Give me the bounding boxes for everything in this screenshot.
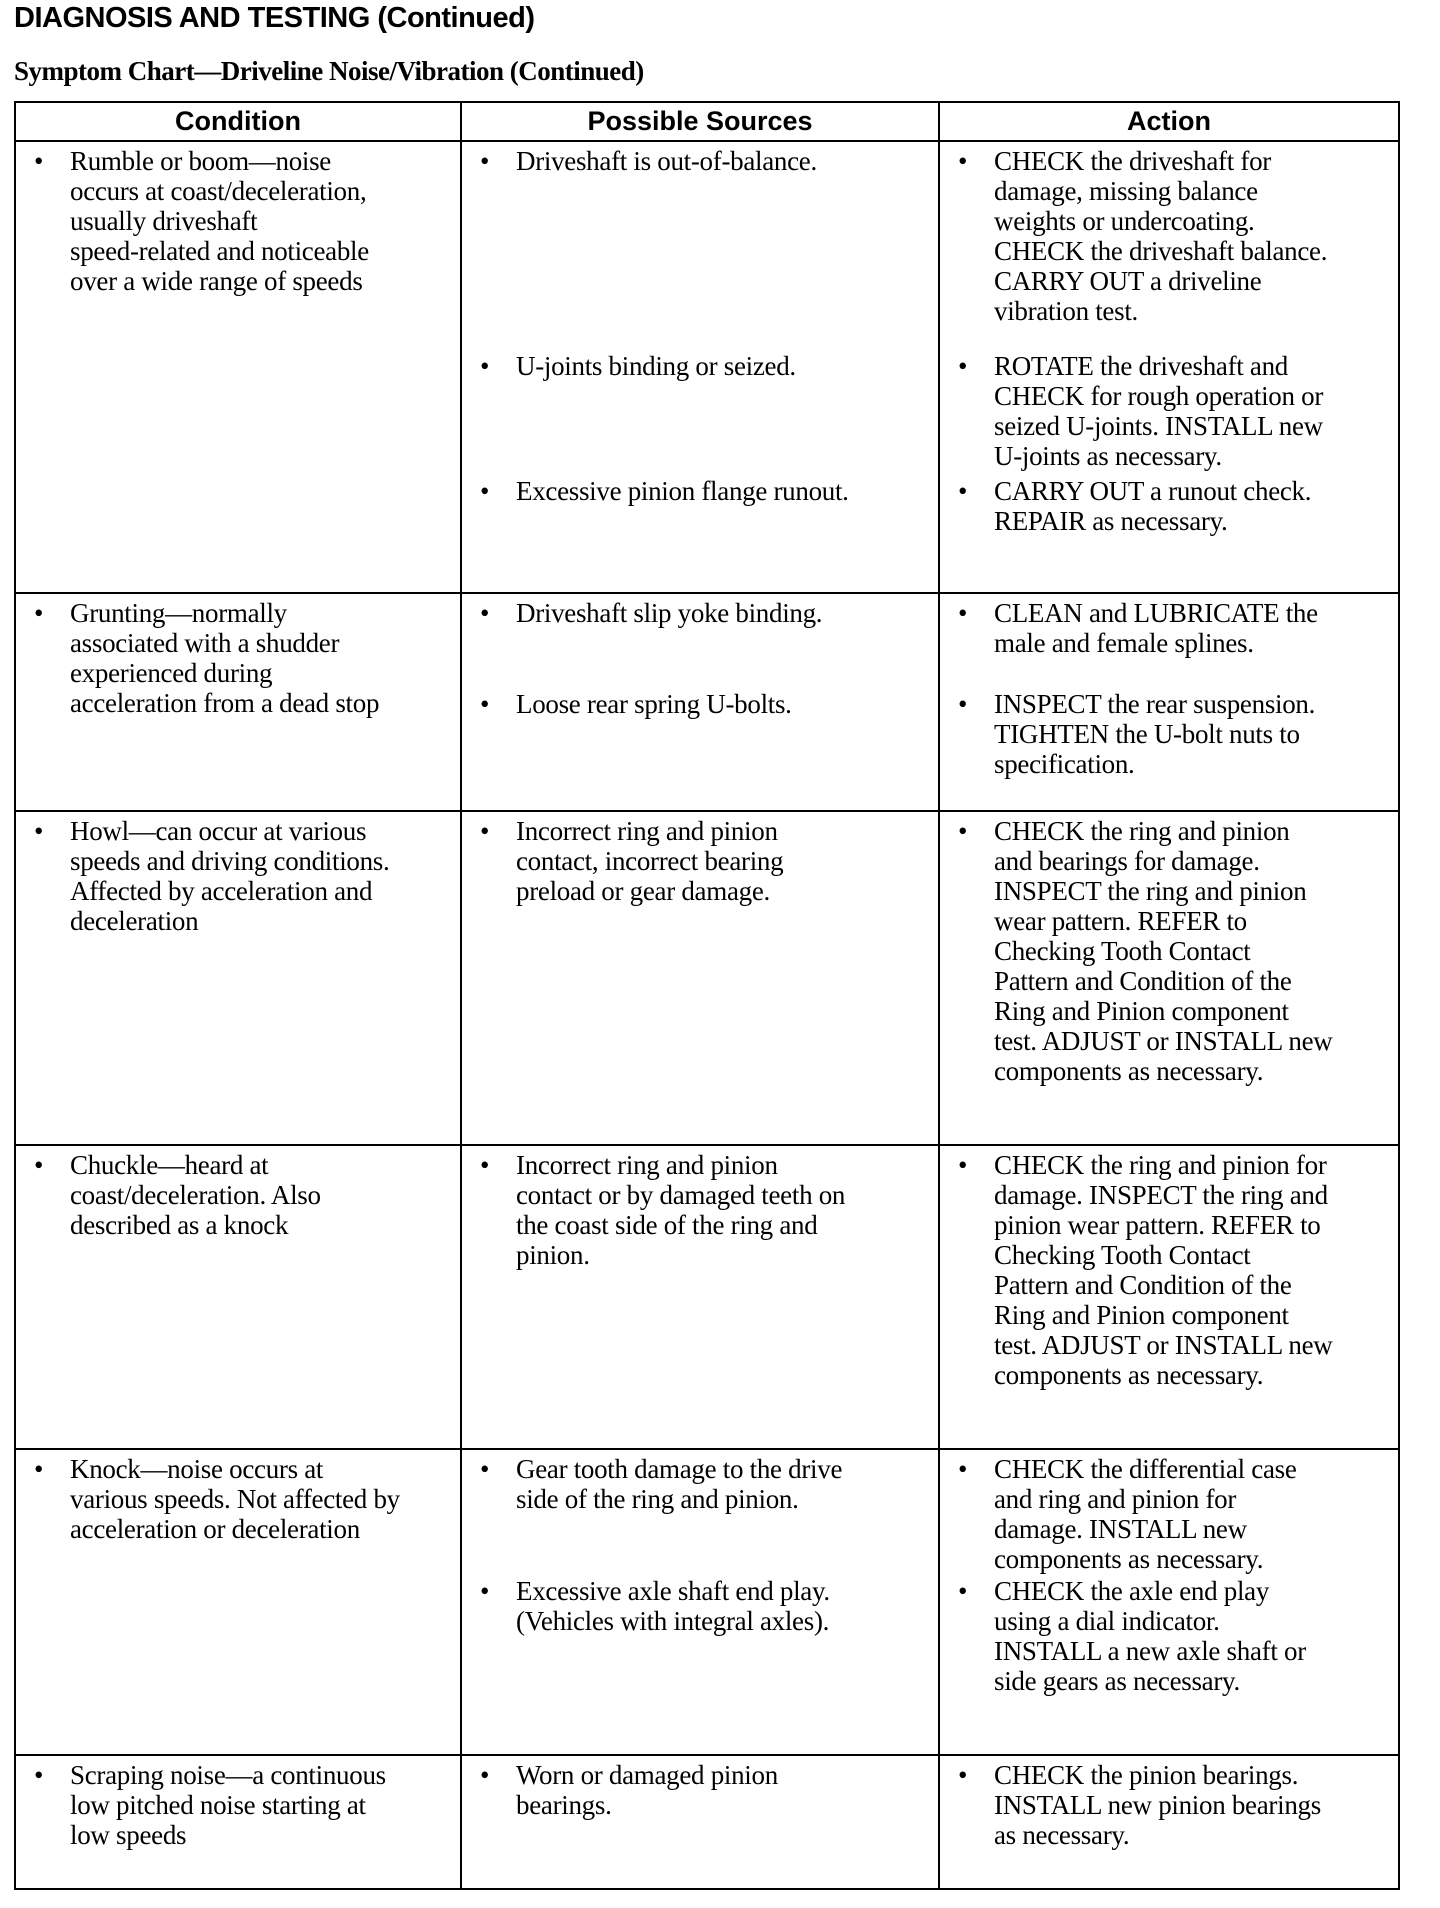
bullet-marker: • bbox=[958, 351, 968, 381]
condition-entry bbox=[20, 1454, 456, 1544]
possible-sources-cell bbox=[461, 593, 939, 811]
source-item bbox=[466, 598, 934, 689]
table-row bbox=[15, 811, 1399, 1145]
action-entry-text: CHECK the axle end play using a dial indicator. INSTALL a new axle shaft or side gears as necessary. bbox=[994, 1576, 1306, 1696]
action-entry bbox=[944, 146, 1394, 326]
source-entry bbox=[466, 1576, 934, 1636]
source-item bbox=[466, 351, 934, 476]
bullet-marker: • bbox=[34, 1760, 44, 1790]
condition-entry-text: Grunting—normally associated with a shudder experienced during acceleration from a dead stop bbox=[70, 598, 380, 718]
action-cell bbox=[939, 141, 1399, 593]
action-entry-text: CHECK the driveshaft for damage, missing balance weights or undercoating. CHECK the driveshaft balance. CARRY OUT a driveline vibration test. bbox=[994, 146, 1328, 326]
source-entry bbox=[466, 598, 934, 628]
condition-entry-text: Rumble or boom—noise occurs at coast/deceleration, usually driveshaft speed-related and noticeable over a wide range of speeds bbox=[70, 146, 369, 296]
bullet-marker: • bbox=[958, 1150, 968, 1180]
possible-sources-cell bbox=[461, 811, 939, 1145]
bullet-marker: • bbox=[958, 598, 968, 628]
bullet-marker: • bbox=[958, 1454, 968, 1484]
action-cell bbox=[939, 1449, 1399, 1755]
action-cell bbox=[939, 1755, 1399, 1889]
source-entry-text: Incorrect ring and pinion contact, incorrect bearing preload or gear damage. bbox=[516, 816, 784, 906]
condition-cell bbox=[15, 1145, 461, 1449]
source-entry-text: Driveshaft is out-of-balance. bbox=[516, 146, 817, 176]
bullet-marker: • bbox=[480, 1150, 490, 1180]
source-entry-text: Incorrect ring and pinion contact or by damaged teeth on the coast side of the ring and pinion. bbox=[516, 1150, 846, 1270]
source-entry-text: Excessive pinion flange runout. bbox=[516, 476, 849, 506]
condition-entry-text: Howl—can occur at various speeds and driving conditions. Affected by acceleration and deceleration bbox=[70, 816, 390, 936]
possible-sources-cell bbox=[461, 1755, 939, 1889]
source-entry bbox=[466, 1760, 934, 1820]
action-entry bbox=[944, 1454, 1394, 1574]
action-item bbox=[944, 816, 1394, 1086]
bullet-marker: • bbox=[34, 1454, 44, 1484]
source-entry bbox=[466, 816, 934, 906]
source-item bbox=[466, 1150, 934, 1270]
action-entry bbox=[944, 816, 1394, 1086]
possible-sources-cell bbox=[461, 1449, 939, 1755]
action-item bbox=[944, 1454, 1394, 1576]
condition-cell bbox=[15, 141, 461, 593]
action-entry-text: ROTATE the driveshaft and CHECK for rough operation or seized U-joints. INSTALL new U-joints as necessary. bbox=[994, 351, 1324, 471]
bullet-marker: • bbox=[34, 1150, 44, 1180]
action-item bbox=[944, 689, 1394, 779]
source-item bbox=[466, 1576, 934, 1636]
source-entry-text: Driveshaft slip yoke binding. bbox=[516, 598, 823, 628]
action-item bbox=[944, 598, 1394, 689]
condition-cell bbox=[15, 811, 461, 1145]
bullet-marker: • bbox=[480, 351, 490, 381]
action-item bbox=[944, 1576, 1394, 1696]
action-item bbox=[944, 1150, 1394, 1390]
bullet-marker: • bbox=[958, 476, 968, 506]
bullet-marker: • bbox=[480, 1576, 490, 1606]
source-entry bbox=[466, 689, 934, 719]
source-entry bbox=[466, 351, 934, 381]
source-entry-text: Worn or damaged pinion bearings. bbox=[516, 1760, 778, 1820]
table-row bbox=[15, 593, 1399, 811]
bullet-marker: • bbox=[958, 1760, 968, 1790]
bullet-marker: • bbox=[480, 1454, 490, 1484]
action-entry bbox=[944, 1576, 1394, 1696]
bullet-marker: • bbox=[34, 598, 44, 628]
table-row bbox=[15, 141, 1399, 593]
condition-entry-text: Scraping noise—a continuous low pitched noise starting at low speeds bbox=[70, 1760, 386, 1850]
action-cell bbox=[939, 1145, 1399, 1449]
table-row bbox=[15, 1145, 1399, 1449]
source-item bbox=[466, 1454, 934, 1576]
source-entry-text: Excessive axle shaft end play. (Vehicles with integral axles). bbox=[516, 1576, 830, 1636]
bullet-marker: • bbox=[958, 1576, 968, 1606]
action-entry-text: CHECK the differential case and ring and pinion for damage. INSTALL new components as necessary. bbox=[994, 1454, 1297, 1574]
chart-title: Symptom Chart—Driveline Noise/Vibration (Continued) bbox=[14, 56, 644, 86]
source-item bbox=[466, 816, 934, 906]
action-entry-text: CHECK the ring and pinion for damage. INSPECT the ring and pinion wear pattern. REFER to Checking Tooth Contact Pattern and Condition of the Ring and Pinion component test. ADJUST or INSTALL new components as necessary. bbox=[994, 1150, 1333, 1390]
action-entry bbox=[944, 476, 1394, 536]
table-row bbox=[15, 1755, 1399, 1889]
source-entry bbox=[466, 1454, 934, 1514]
source-entry bbox=[466, 476, 934, 506]
header-action: Action bbox=[939, 102, 1399, 141]
condition-entry bbox=[20, 816, 456, 936]
symptom-chart-table bbox=[14, 101, 1400, 1890]
action-entry-text: CHECK the ring and pinion and bearings for damage. INSPECT the ring and pinion wear pattern. REFER to Checking Tooth Contact Pattern and Condition of the Ring and Pinion component test. ADJUST or INSTALL new components as necessary. bbox=[994, 816, 1333, 1086]
header-row bbox=[15, 102, 1399, 141]
bullet-marker: • bbox=[480, 689, 490, 719]
source-entry bbox=[466, 146, 934, 176]
action-entry bbox=[944, 598, 1394, 658]
bullet-marker: • bbox=[958, 816, 968, 846]
action-entry bbox=[944, 351, 1394, 471]
condition-entry bbox=[20, 598, 456, 718]
bullet-marker: • bbox=[480, 1760, 490, 1790]
source-entry bbox=[466, 1150, 934, 1270]
bullet-marker: • bbox=[958, 146, 968, 176]
source-item bbox=[466, 1760, 934, 1820]
condition-entry bbox=[20, 1150, 456, 1240]
action-cell bbox=[939, 811, 1399, 1145]
action-cell bbox=[939, 593, 1399, 811]
source-item bbox=[466, 689, 934, 719]
bullet-marker: • bbox=[480, 598, 490, 628]
source-entry-text: Gear tooth damage to the drive side of the ring and pinion. bbox=[516, 1454, 843, 1514]
condition-cell bbox=[15, 1755, 461, 1889]
action-item bbox=[944, 1760, 1394, 1850]
table-row bbox=[15, 1449, 1399, 1755]
condition-entry bbox=[20, 1760, 456, 1850]
bullet-marker: • bbox=[34, 146, 44, 176]
action-entry bbox=[944, 1150, 1394, 1390]
bullet-marker: • bbox=[958, 689, 968, 719]
source-item bbox=[466, 476, 934, 506]
action-item bbox=[944, 476, 1394, 536]
action-item bbox=[944, 146, 1394, 351]
possible-sources-cell bbox=[461, 141, 939, 593]
source-item bbox=[466, 146, 934, 351]
header-possible-sources: Possible Sources bbox=[461, 102, 939, 141]
action-entry bbox=[944, 689, 1394, 779]
bullet-marker: • bbox=[34, 816, 44, 846]
bullet-marker: • bbox=[480, 146, 490, 176]
bullet-marker: • bbox=[480, 816, 490, 846]
source-entry-text: U-joints binding or seized. bbox=[516, 351, 796, 381]
condition-entry bbox=[20, 146, 456, 296]
action-entry-text: CARRY OUT a runout check. REPAIR as necessary. bbox=[994, 476, 1312, 536]
action-item bbox=[944, 351, 1394, 476]
condition-entry-text: Chuckle—heard at coast/deceleration. Also described as a knock bbox=[70, 1150, 321, 1240]
action-entry-text: CHECK the pinion bearings. INSTALL new pinion bearings as necessary. bbox=[994, 1760, 1321, 1850]
condition-entry-text: Knock—noise occurs at various speeds. Not affected by acceleration or deceleration bbox=[70, 1454, 400, 1544]
header-condition: Condition bbox=[15, 102, 461, 141]
condition-cell bbox=[15, 1449, 461, 1755]
action-entry-text: INSPECT the rear suspension. TIGHTEN the U-bolt nuts to specification. bbox=[994, 689, 1316, 779]
bullet-marker: • bbox=[480, 476, 490, 506]
condition-cell bbox=[15, 593, 461, 811]
source-entry-text: Loose rear spring U-bolts. bbox=[516, 689, 792, 719]
action-entry bbox=[944, 1760, 1394, 1850]
possible-sources-cell bbox=[461, 1145, 939, 1449]
page-heading: DIAGNOSIS AND TESTING (Continued) bbox=[14, 2, 535, 34]
action-entry-text: CLEAN and LUBRICATE the male and female splines. bbox=[994, 598, 1318, 658]
